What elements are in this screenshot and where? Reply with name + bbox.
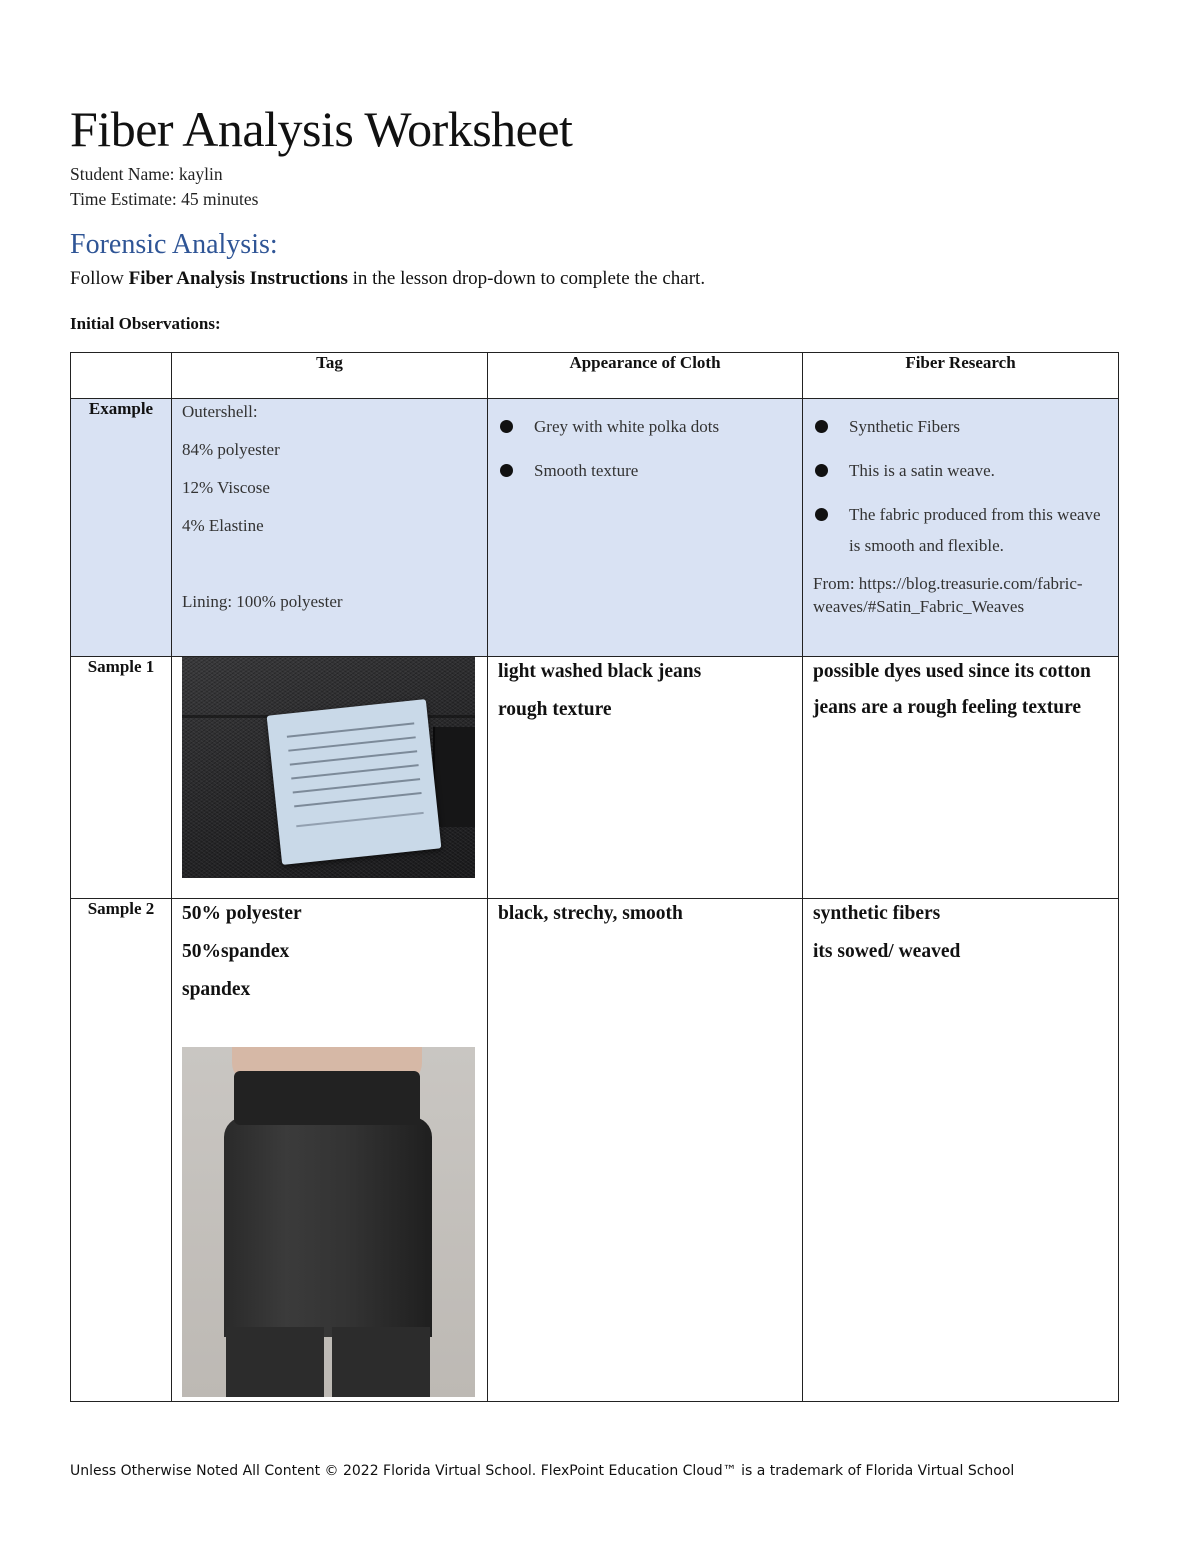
sample1-row bbox=[71, 657, 1119, 899]
jeans-tag-photo bbox=[182, 657, 475, 878]
sample2-label: Sample 2 bbox=[71, 899, 172, 1402]
example-research-cell[interactable] bbox=[803, 399, 1119, 657]
section-heading: Forensic Analysis: bbox=[70, 229, 278, 260]
instructions-suffix: in the lesson drop-down to complete the chart. bbox=[347, 268, 706, 289]
example-appearance-cell[interactable] bbox=[488, 399, 803, 657]
bullet-item: This is a satin weave. bbox=[813, 455, 1108, 486]
header-row bbox=[71, 353, 1119, 399]
observations-label: Initial Observations: bbox=[70, 314, 221, 333]
observations-table bbox=[70, 352, 1119, 1402]
answer-line: 50% polyester bbox=[182, 903, 302, 924]
bullet-item: Synthetic Fibers bbox=[813, 411, 1108, 442]
example-tag-cell[interactable] bbox=[172, 399, 488, 657]
answer-line: possible dyes used since its cotton bbox=[813, 661, 1091, 682]
header-appearance: Appearance of Cloth bbox=[488, 353, 803, 399]
sample1-research-cell[interactable] bbox=[803, 657, 1119, 899]
bullet-item: Smooth texture bbox=[498, 455, 792, 486]
answer-line: rough texture bbox=[498, 699, 612, 720]
time-estimate: Time Estimate: 45 minutes bbox=[70, 189, 259, 209]
tag-line: 12% Viscose bbox=[182, 478, 270, 497]
header-tag: Tag bbox=[172, 353, 488, 399]
sample2-appearance-cell[interactable] bbox=[488, 899, 803, 1402]
answer-line: spandex bbox=[182, 979, 251, 1000]
answer-line: light washed black jeans bbox=[498, 661, 702, 682]
sample1-appearance-cell[interactable] bbox=[488, 657, 803, 899]
instructions-text bbox=[70, 268, 705, 290]
tag-line: Outershell: bbox=[182, 402, 258, 421]
source-citation: From: https://blog.treasurie.com/fabric-weaves/#Satin_Fabric_Weaves bbox=[813, 574, 1083, 616]
appearance-list bbox=[498, 411, 792, 486]
answer-line: 50%spandex bbox=[182, 941, 290, 962]
sample2-row bbox=[71, 899, 1119, 1402]
instructions-link-text: Fiber Analysis Instructions bbox=[128, 268, 348, 289]
research-list bbox=[813, 411, 1108, 561]
example-label: Example bbox=[71, 399, 172, 657]
tag-line: 84% polyester bbox=[182, 440, 280, 459]
instructions-prefix: Follow bbox=[70, 268, 129, 289]
sample2-tag-cell[interactable] bbox=[172, 899, 488, 1402]
header-research: Fiber Research bbox=[803, 353, 1119, 399]
sample1-label: Sample 1 bbox=[71, 657, 172, 899]
answer-line: jeans are a rough feeling texture bbox=[813, 697, 1082, 718]
page-title: Fiber Analysis Worksheet bbox=[70, 101, 573, 157]
answer-line: its sowed/ weaved bbox=[813, 941, 961, 962]
tag-line: Lining: 100% polyester bbox=[182, 592, 343, 611]
answer-line: synthetic fibers bbox=[813, 903, 941, 924]
tag-line: 4% Elastine bbox=[182, 516, 264, 535]
copyright-footer: Unless Otherwise Noted All Content © 2022 Florida Virtual School. FlexPoint Education Cloud™ is a trademark of Florida Virtual School bbox=[70, 1463, 1015, 1479]
shorts-photo bbox=[182, 1047, 475, 1397]
bullet-item: Grey with white polka dots bbox=[498, 411, 792, 442]
header-blank bbox=[71, 353, 172, 399]
answer-line: black, strechy, smooth bbox=[498, 903, 683, 924]
example-row bbox=[71, 399, 1119, 657]
sample2-research-cell[interactable] bbox=[803, 899, 1119, 1402]
bullet-item: The fabric produced from this weave is smooth and flexible. bbox=[813, 499, 1108, 561]
student-name: Student Name: kaylin bbox=[70, 164, 223, 184]
sample1-tag-cell[interactable] bbox=[172, 657, 488, 899]
care-label-image bbox=[267, 699, 442, 865]
